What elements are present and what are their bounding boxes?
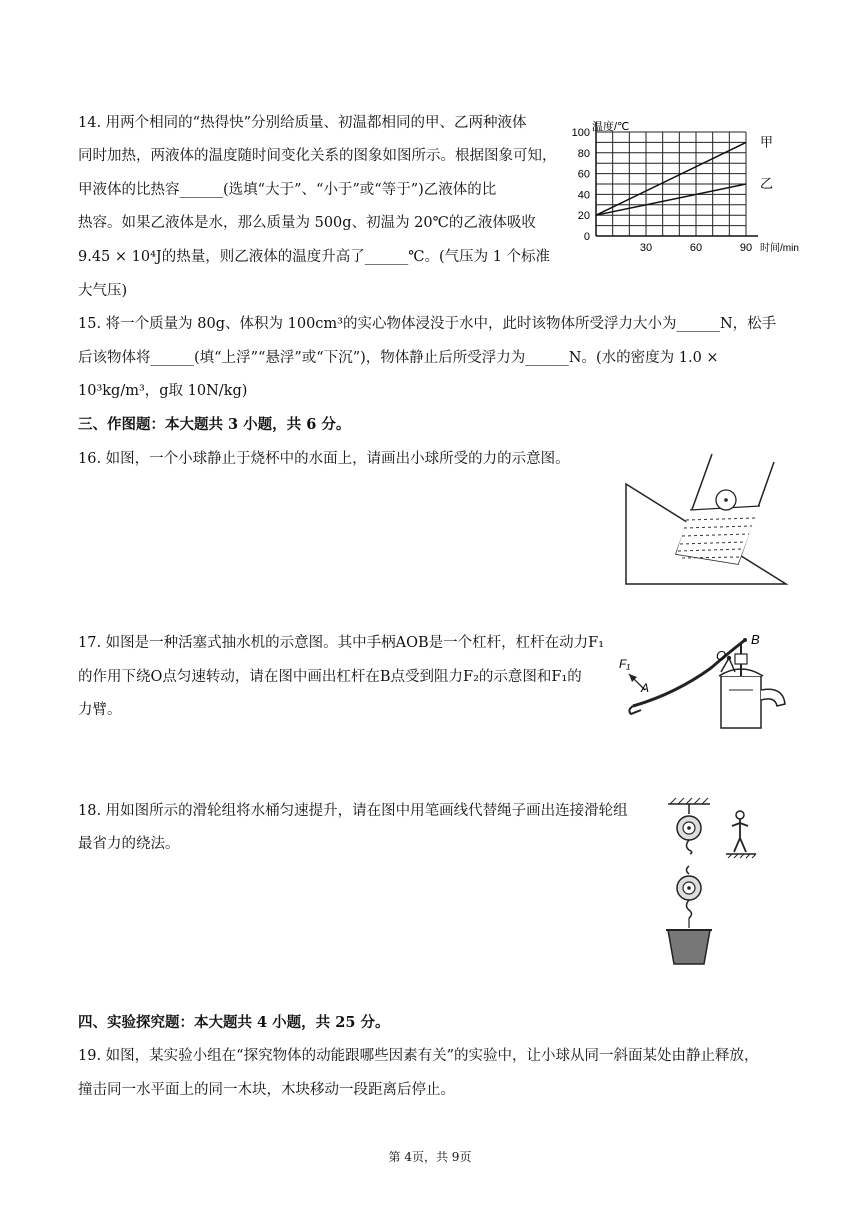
y-tick-label: 0 [583,231,590,243]
temperature-time-chart [560,112,810,262]
y-tick-label: 100 [571,127,590,139]
q15-line-2: 后该物体将______(填“上浮”“悬浮”或“下沉”)，物体静止后所受浮力为______N。(水的密度为 1.0 × [78,350,719,366]
q17-line-2: 的作用下绕O点匀速转动，请在图中画出杠杆在B点受到阻力F₂的示意图和F₁的 [78,669,582,685]
y-tick-label: 20 [577,210,590,223]
label-F1: F₁ [619,657,631,671]
y-tick-label: 40 [577,189,590,202]
q14-line-6: 大气压) [78,283,128,299]
y-axis-label: 温度/℃ [592,121,630,133]
q14-line-5: 9.45 × 10⁴J的热量，则乙液体的温度升高了______℃。(气压为 1 个标准 [78,249,551,265]
q15-line-3: 10³kg/m³，g取 10N/kg) [78,383,248,399]
q19-line-1: 19. 如图，某实验小组在“探究物体的动能跟哪些因素有关”的实验中，让小球从同一斜面某处由静止释放， [78,1048,759,1064]
pump-spout [761,689,785,706]
section-4-heading: 四、实验探究题：本大题共 4 小题，共 25 分。 [78,1014,390,1031]
x-tick-label: 90 [739,242,753,254]
x-tick-label: 30 [639,242,653,254]
section-3-heading: 三、作图题：本大题共 3 小题，共 6 分。 [78,416,351,433]
water-bucket [668,930,710,964]
series-label-1: 甲 [760,134,774,150]
q17-line-1: 17. 如图是一种活塞式抽水机的示意图。其中手柄AOB是一个杠杆，杠杆在动力F₁ [78,635,605,651]
page-footer: 第 4页，共 9页 [388,1150,472,1164]
pivot-O [727,656,731,660]
label-A: A [641,681,650,695]
pulley-system-figure [660,796,785,971]
series-line-1 [596,142,746,215]
label-B: B [751,632,760,647]
x-axis-label: 时间/min [760,243,799,254]
q18-line-2: 最省力的绕法。 [78,836,180,852]
q14-line-4: 热容。如果乙液体是水，那么质量为 500g、初温为 20℃的乙液体吸收 [78,215,536,231]
person-body [732,819,748,852]
label-O: O [716,648,727,663]
q18-line-1: 18. 用如图所示的滑轮组将水桶匀速提升，请在图中用笔画线代替绳子画出连接滑轮组 [78,803,628,819]
q16-line-1: 16. 如图，一个小球静止于烧杯中的水面上，请画出小球所受的力的示意图。 [78,451,570,467]
q14-line-1: 14. 用两个相同的“热得快”分别给质量、初温都相同的甲、乙两种液体 [78,115,527,131]
q15-line-1: 15. 将一个质量为 80g、体积为 100cm³的实心物体浸没于水中，此时该物体所受浮力大小为______N，松手 [78,316,777,332]
piston-pump-figure [615,628,790,728]
q17-line-3: 力臂。 [78,702,122,718]
point-B [743,638,747,642]
series-label-2: 乙 [760,176,774,191]
pump-cylinder [721,676,761,728]
q14-line-3: 甲液体的比热容______(选填“大于”、“小于”或“等于”)乙液体的比 [78,182,497,198]
q14-line-2: 同时加热，两液体的温度随时间变化关系的图象如图所示。根据图象可知， [78,148,557,164]
x-tick-label: 60 [689,242,703,254]
ball-center-dot [724,498,728,502]
series-line-2 [596,184,746,215]
y-tick-label: 80 [577,147,590,160]
inclined-beaker-figure [620,448,790,588]
y-tick-label: 60 [577,168,590,181]
person-head [736,811,744,819]
q19-line-2: 撞击同一水平面上的同一木块，木块移动一段距离后停止。 [78,1082,455,1098]
